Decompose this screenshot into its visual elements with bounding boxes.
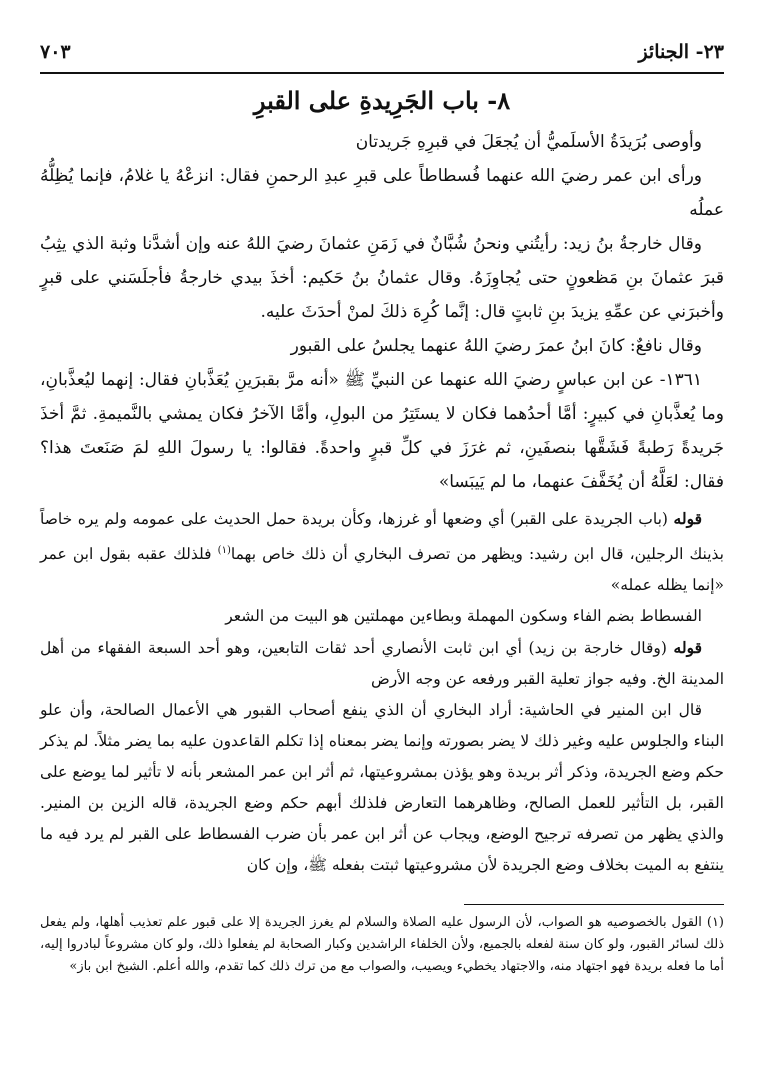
commentary-keyword: قوله	[673, 638, 702, 658]
hadith-text	[40, 125, 724, 499]
page-body	[40, 86, 724, 881]
commentary-keyword: قوله	[673, 509, 702, 528]
commentary-paragraph	[40, 632, 724, 695]
hadith-paragraph: ورأى ابن عمر رضيَ الله عنهما فُسطاطاً على قبرِ عبدِ الرحمنِ فقال: انزعْهُ يا غلامُ، فإنما يُظِلُّهُ عملُه	[40, 166, 724, 220]
hadith-paragraph: وقال خارجةُ بنُ زيد: رأيتُني ونحنُ شُبَّانٌ في زَمَنِ عثمانَ رضيَ اللهُ عنه وإن أشدَّنا وثبة الذي يثِبُ قبرَ عثمانَ بنِ مَظعونٍ حتى يُجاوِزَهُ. وقال عثمانُ بنُ حَكيم: أخذَ بيدي خارجةُ فأجلَسَني على قبرٍ وأخبرَني عن عمِّهِ يزيدَ بنِ ثابتٍ قال: إنَّما كُرِهَ ذلكَ لمنْ أحدَثَ عليه.	[40, 234, 724, 322]
commentary-text: قال ابن المنير في الحاشية: أراد البخاري أن الذي ينفع أصحاب القبور هي الأعمال الصالحة، وأن علو البناء والجلوس عليه وغير ذلك لا يضر بصورته وإنما يضر بمعناه إذا تكلم القاعدون عليه بما يضر مثلاً. لم يذكر حكم وضع الجريدة، وذكر أثر بريدة وهو يؤذن بمشروعيتها، ثم أثر ابن عمر المشعر بأنه لا تأثير لما يوضع على القبر، بل التأثير للعمل الصالح، وظاهرهما التعارض فلذلك أبهم حكم وضع الجريدة، قاله الزين بن المنير. والذي يظهر من تصرفه ترجيح الوضع، ويجاب عن أثر ابن عمر بأن ضرب الفسطاط على القبر لم يرد فيه ما ينتفع به الميت بخلاف وضع الجريدة لأن مشروعيتها ثبتت بفعله ﷺ، وإن كان	[40, 701, 724, 875]
footnote-divider	[464, 904, 724, 905]
page-number: ٧٠٣	[40, 41, 71, 63]
footnote	[40, 912, 724, 978]
footnote-text: (١) القول بالخصوصيه هو الصواب، لأن الرسول عليه الصلاة والسلام لم يغرز الجريدة إلا على قبور علم تعذيب أهلها، ولم يفعل ذلك لسائر القبور، ولو كان سنة لفعله بالجميع، ولأن الخلفاء الراشدين وكبار الصحابة لم يفعلوا ذلك، ولو كان مشروعاً لبادروا إليه، أما ما فعله بريدة فهو اجتهاد منه، والاجتهاد يخطيء ويصيب، والصواب مع من ترك ذلك كما تقدم، والله أعلم. الشيخ ابن باز»	[40, 915, 724, 974]
page-header	[40, 32, 724, 74]
commentary	[40, 503, 724, 881]
hadith-paragraph: ١٣٦١- عن ابن عباسٍ رضيَ الله عنهما عن النبيِّ ﷺ «أنه مرَّ بقبرَينِ يُعَذَّبانِ فقال: إنهما ليُعذَّبانِ، وما يُعذَّبانِ في كبيرٍ: أمَّا أحدُهما فكان لا يستَتِرُ من البولِ، وأمَّا الآخرُ فكان يمشي بالنَّميمةِ. ثمَّ أخذَ جَريدةً رَطبةً فَشَقَّها بنصفَينِ، ثم غرَزَ في كلِّ قبرٍ واحدةً. فقالوا: يا رسولَ اللهِ لمَ صَنَعتَ هذا؟ فقال: لعَلَّهُ أن يُخَفَّفَ عنهما، ما لم يَيبَسا»	[40, 370, 724, 492]
footnote-marker[interactable]: (١)	[217, 545, 231, 556]
commentary-text: (باب الجريدة على القبر) أي وضعها أو غرزها، وكأن بريدة حمل الحديث على عمومه ولم يره خاصاً بذينك الرجلين، قال ابن رشيد: ويظهر من تصرف البخاري أن ذلك خاص بهما	[40, 510, 725, 564]
commentary-paragraph	[40, 503, 724, 601]
commentary-paragraph	[40, 601, 724, 632]
commentary-text-continued: فلذلك عقبه بقول ابن عمر «إنما يظله عمله»	[40, 545, 724, 595]
commentary-text: الفسطاط بضم الفاء وسكون المهملة وبطاءين مهملتين هو البيت من الشعر	[225, 607, 702, 626]
chapter-title: ٢٣- الجنائز	[638, 41, 724, 63]
hadith-paragraph: وقال نافعٌ: كانَ ابنُ عمرَ رضيَ اللهُ عنهما يجلسُ على القبور	[290, 336, 702, 356]
commentary-paragraph	[40, 695, 724, 881]
section-title: ٨- باب الجَرِيدةِ على القبرِ	[253, 86, 511, 115]
hadith-paragraph: وأوصى بُرَيدَةُ الأسلَميُّ أن يُجعَلَ في قبرِهِ جَريدتان	[355, 132, 702, 152]
commentary-text: (وقال خارجة بن زيد) أي ابن ثابت الأنصاري أحد ثقات التابعين، وهو أحد السبعة الفقهاء من أهل المدينة الخ. وفيه جواز تعلية القبر ورفعه عن وجه الأرض	[40, 639, 724, 689]
